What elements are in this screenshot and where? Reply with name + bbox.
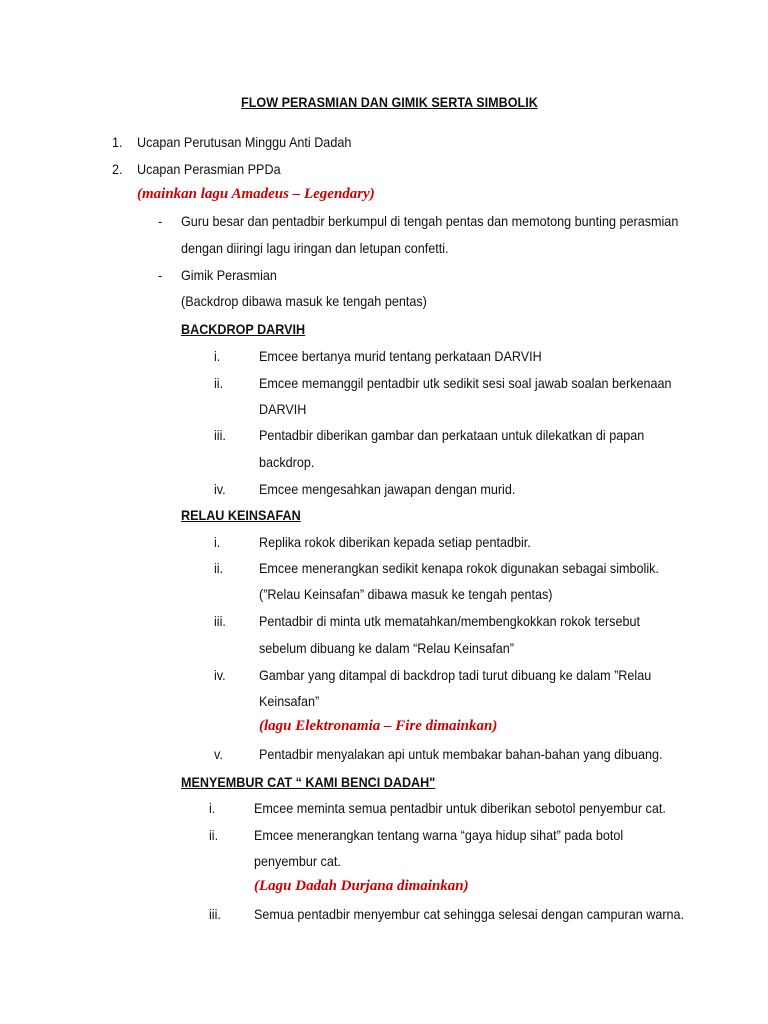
music-note-3: (Lagu Dadah Durjana dimainkan)	[254, 878, 469, 894]
step-text: Emcee mengesahkan jawapan dengan murid.	[259, 481, 516, 497]
roman-numeral: i.	[214, 534, 221, 550]
list-item-1: Ucapan Perutusan Minggu Anti Dadah	[137, 134, 352, 150]
step-text: Replika rokok diberikan kepada setiap pentadbir.	[259, 534, 531, 550]
roman-numeral: iv.	[214, 481, 226, 497]
list-number-2: 2.	[112, 161, 123, 177]
roman-numeral: iii.	[214, 613, 226, 629]
music-note-1: (mainkan lagu Amadeus – Legendary)	[137, 186, 375, 202]
roman-numeral: i.	[209, 800, 216, 816]
roman-numeral: ii.	[209, 827, 219, 843]
step-text: Gambar yang ditampal di backdrop tadi turut dibuang ke dalam ”Relau	[259, 667, 652, 683]
music-note-2: (lagu Elektronamia – Fire dimainkan)	[259, 718, 498, 734]
bullet-2-line-1: Gimik Perasmian	[181, 267, 277, 283]
roman-numeral: iii.	[214, 427, 226, 443]
step-text: Semua pentadbir menyembur cat sehingga selesai dengan campuran warna.	[254, 906, 685, 922]
step-text: Pentadbir di minta utk mematahkan/membengkokkan rokok tersebut	[259, 613, 641, 629]
dash-bullet-2: -	[158, 267, 163, 283]
step-text-continued: Keinsafan”	[259, 693, 320, 709]
step-text-continued: sebelum dibuang ke dalam “Relau Keinsafan”	[259, 640, 514, 656]
roman-numeral: v.	[214, 746, 223, 762]
bullet-2-line-2: (Backdrop dibawa masuk ke tengah pentas)	[181, 293, 427, 309]
step-text: Emcee memanggil pentadbir utk sedikit sesi soal jawab soalan berkenaan	[259, 375, 672, 391]
step-text: Emcee menerangkan sedikit kenapa rokok digunakan sebagai simbolik.	[259, 560, 659, 576]
step-text-continued: backdrop.	[259, 454, 315, 470]
dash-bullet-1: -	[158, 213, 163, 229]
list-number-1: 1.	[112, 134, 123, 150]
step-text-continued: penyembur cat.	[254, 853, 341, 869]
roman-numeral: i.	[214, 348, 221, 364]
step-text-continued: (”Relau Keinsafan” dibawa masuk ke tengah pentas)	[259, 586, 553, 602]
roman-numeral: ii.	[214, 375, 224, 391]
step-text: Emcee meminta semua pentadbir untuk diberikan sebotol penyembur cat.	[254, 800, 666, 816]
step-text: Pentadbir menyalakan api untuk membakar bahan-bahan yang dibuang.	[259, 746, 663, 762]
step-text-continued: DARVIH	[259, 401, 307, 417]
bullet-1-line-2: dengan diiringi lagu iringan dan letupan confetti.	[181, 240, 449, 256]
bullet-1-line-1: Guru besar dan pentadbir berkumpul di tengah pentas dan memotong bunting perasmian	[181, 213, 679, 229]
step-text: Pentadbir diberikan gambar dan perkataan untuk dilekatkan di papan	[259, 427, 645, 443]
heading-relau-keinsafan: RELAU KEINSAFAN	[181, 507, 301, 523]
roman-numeral: ii.	[214, 560, 224, 576]
list-item-2: Ucapan Perasmian PPDa	[137, 161, 281, 177]
roman-numeral: iv.	[214, 667, 226, 683]
roman-numeral: iii.	[209, 906, 221, 922]
document-title: FLOW PERASMIAN DAN GIMIK SERTA SIMBOLIK	[241, 94, 538, 110]
heading-backdrop-darvih: BACKDROP DARVIH	[181, 321, 306, 337]
step-text: Emcee bertanya murid tentang perkataan DARVIH	[259, 348, 542, 364]
heading-menyembur-cat: MENYEMBUR CAT “ KAMI BENCI DADAH"	[181, 774, 436, 790]
step-text: Emcee menerangkan tentang warna “gaya hidup sihat” pada botol	[254, 827, 624, 843]
